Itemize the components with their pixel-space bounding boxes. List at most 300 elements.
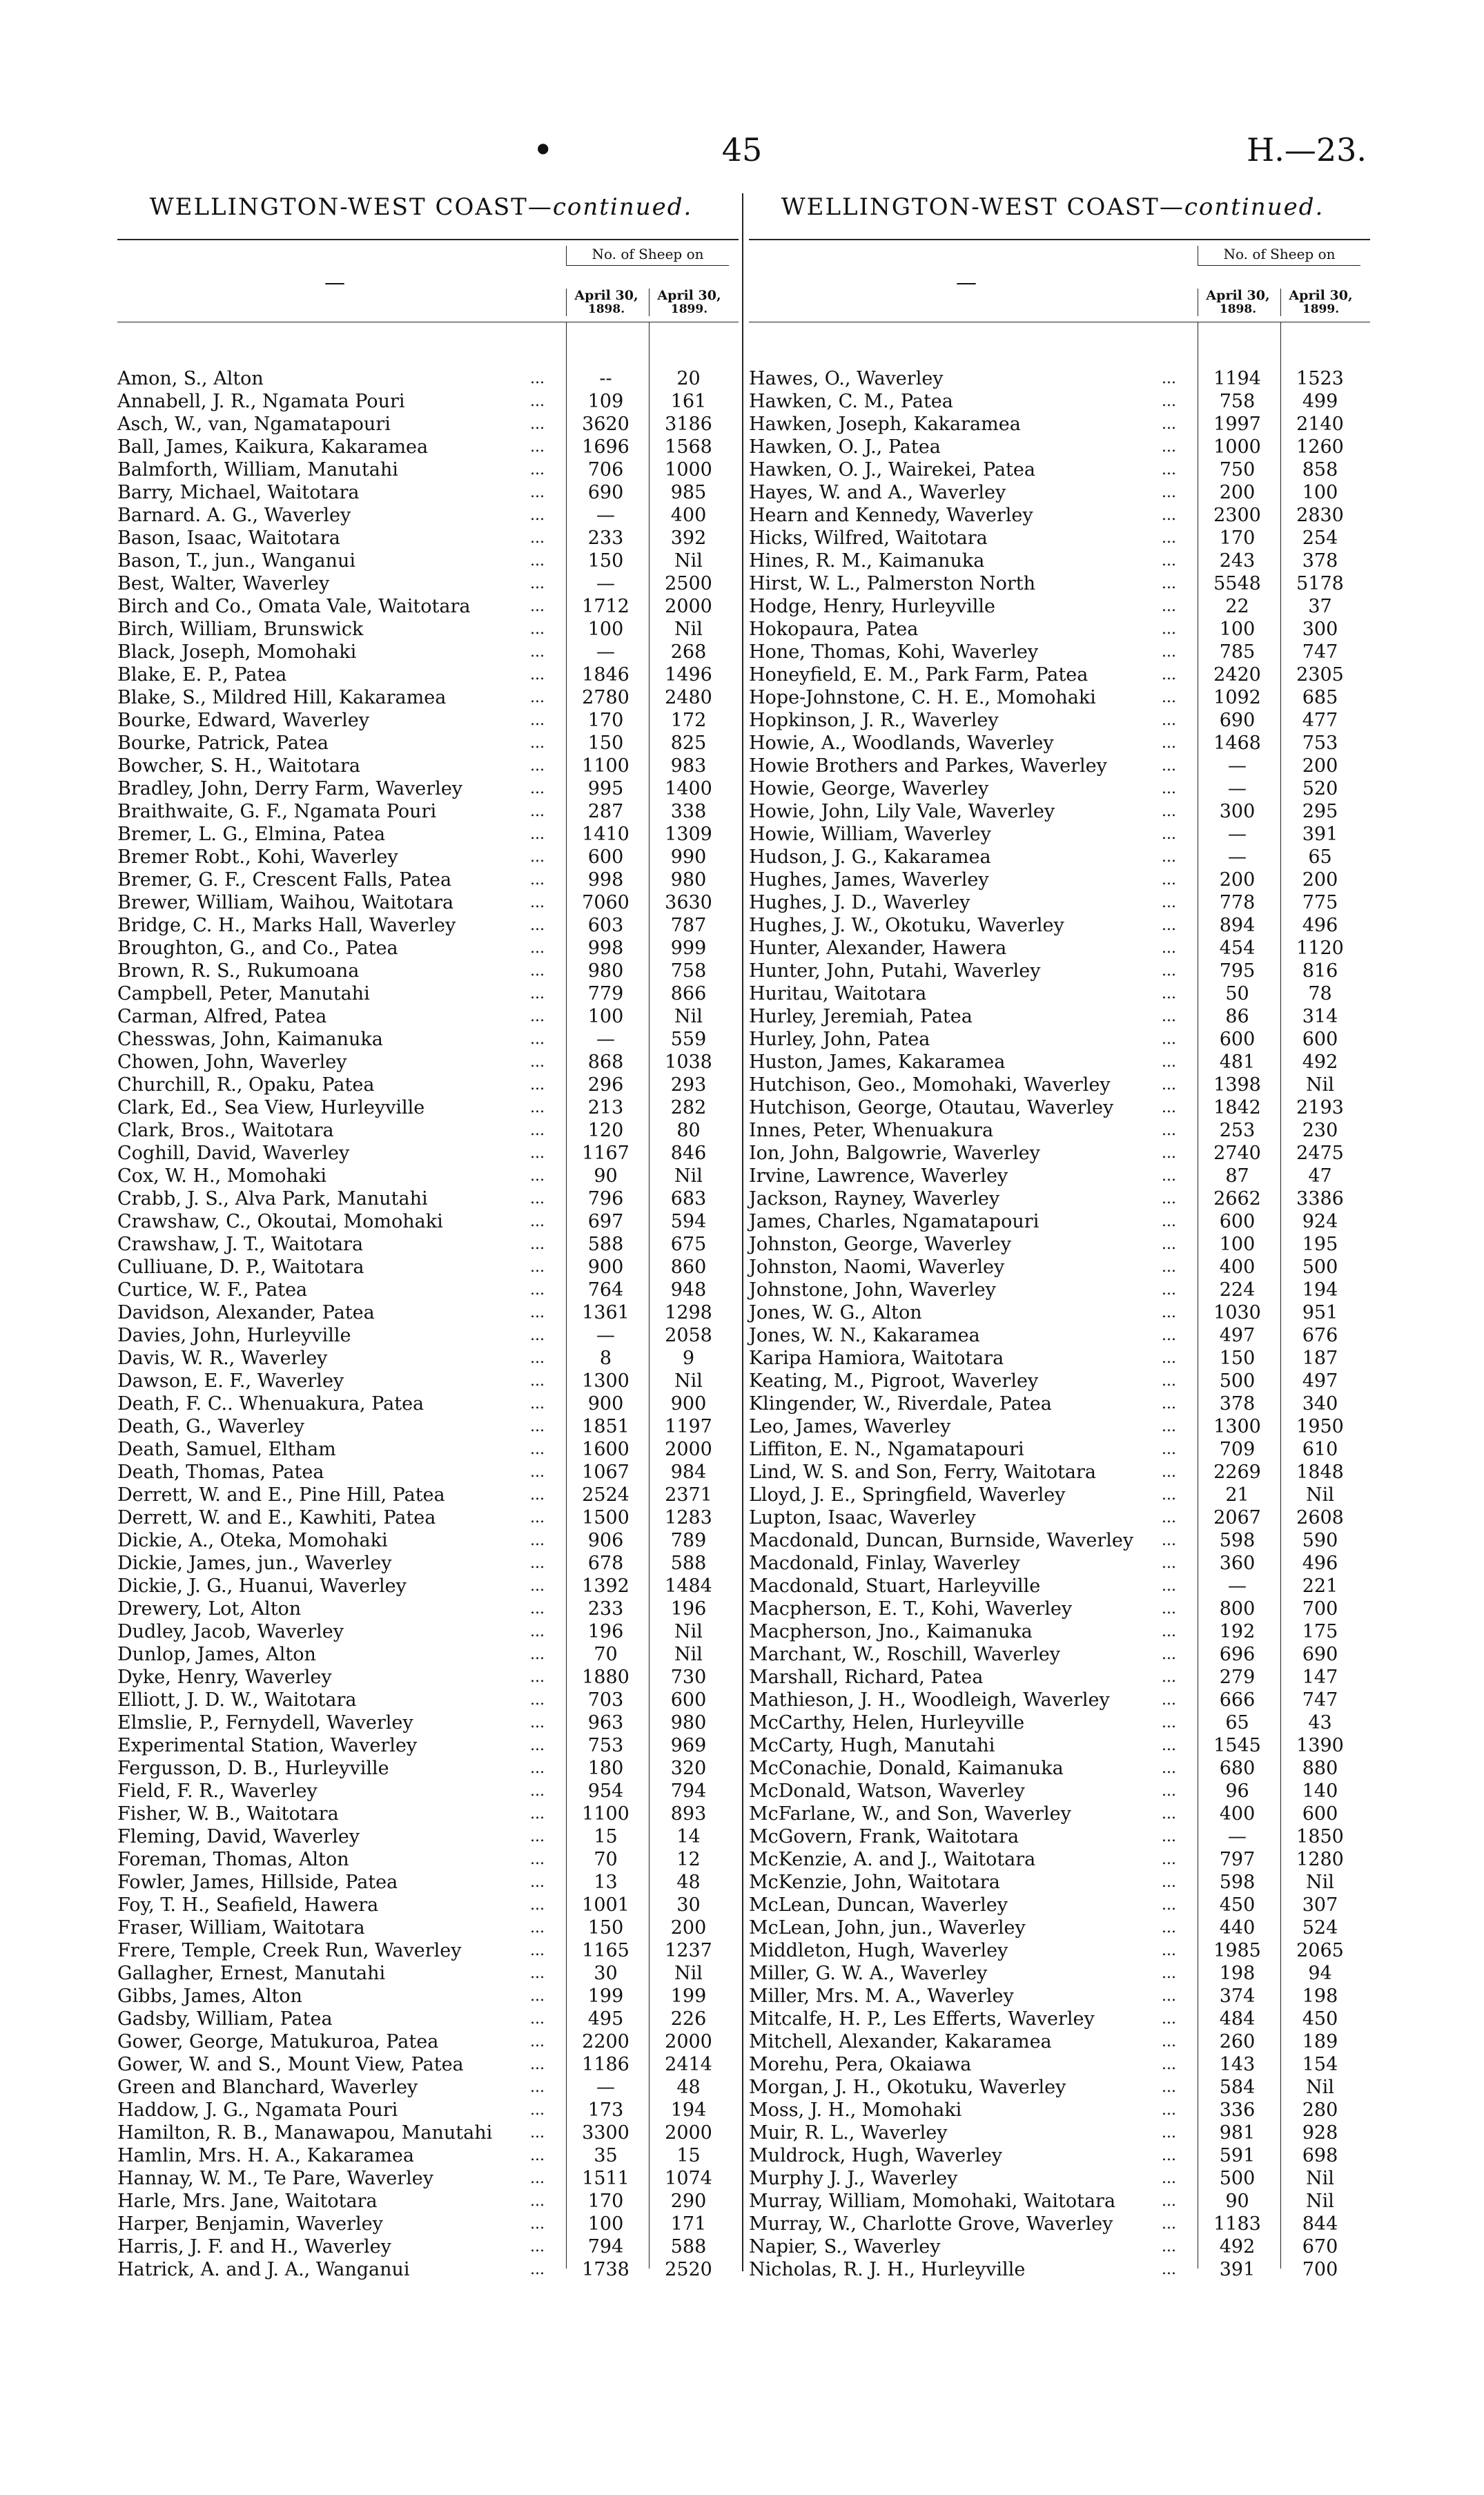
owner-name: Howie, George, Waverley — [749, 778, 989, 799]
sheep-1899: 2608 — [1296, 1507, 1344, 1528]
sheep-1899: 794 — [670, 1780, 707, 1802]
sheep-1899: 860 — [670, 1256, 707, 1278]
owner-name: Amon, S., Alton — [117, 368, 264, 389]
sheep-1898: 981 — [1219, 2122, 1256, 2144]
leader-dots: ... — [1162, 1259, 1176, 1276]
sheep-1899: 175 — [1302, 1621, 1338, 1642]
sheep-1899: 594 — [670, 1211, 707, 1232]
owner-name: Nicholas, R. J. H., Hurleyville — [749, 2259, 1026, 2280]
table-row — [117, 550, 739, 572]
sheep-1898: 1410 — [582, 824, 629, 845]
sheep-1898: 3620 — [582, 414, 629, 435]
table-row — [117, 960, 739, 982]
sheep-1898: 2300 — [1213, 505, 1261, 526]
left-sheep-header: No. of Sheep on — [566, 246, 729, 266]
table-row — [749, 1871, 1370, 1894]
leader-dots: ... — [530, 962, 545, 980]
leader-dots: ... — [1162, 598, 1176, 615]
owner-name: Dudley, Jacob, Waverley — [117, 1621, 344, 1642]
leader-dots: ... — [1162, 985, 1176, 1002]
table-row — [117, 1301, 739, 1324]
owner-name: Braithwaite, G. F., Ngamata Pouri — [117, 801, 437, 822]
table-row — [117, 1279, 739, 1301]
leader-dots: ... — [530, 1965, 545, 1982]
owner-name: Gadsby, William, Patea — [117, 2008, 333, 2030]
leader-dots: ... — [1162, 1145, 1176, 1162]
table-row — [749, 823, 1370, 846]
sheep-1899: 670 — [1302, 2236, 1338, 2258]
owner-name: Churchill, R., Opaku, Patea — [117, 1074, 375, 1096]
sheep-1899: 20 — [676, 368, 701, 389]
owner-name: Leo, James, Waverley — [749, 1416, 951, 1437]
owner-name: Experimental Station, Waverley — [117, 1735, 418, 1756]
owner-name: Chowen, John, Waverley — [117, 1051, 347, 1073]
owner-name: Fraser, William, Waitotara — [117, 1917, 365, 1939]
sheep-1898: 374 — [1219, 1986, 1256, 2007]
table-row — [117, 2258, 739, 2281]
table-row — [749, 1370, 1370, 1392]
table-row — [117, 2213, 739, 2235]
sheep-1899: Nil — [674, 1006, 703, 1027]
leader-dots: ... — [1162, 438, 1176, 456]
table-row — [749, 937, 1370, 960]
table-row — [749, 2076, 1370, 2099]
owner-name: Hearn and Kennedy, Waverley — [749, 505, 1033, 526]
sheep-1899: 2305 — [1296, 664, 1344, 686]
table-row — [117, 1666, 739, 1689]
sheep-1899: 78 — [1308, 983, 1332, 1004]
leader-dots: ... — [530, 1213, 545, 1230]
owner-name: Dawson, E. F., Waverley — [117, 1370, 344, 1392]
table-row — [117, 413, 739, 436]
table-row — [749, 2053, 1370, 2076]
owner-name: Crawshaw, C., Okoutai, Momohaki — [117, 1211, 443, 1232]
sheep-1898: 253 — [1219, 1120, 1256, 1141]
sheep-1898: 87 — [1225, 1165, 1249, 1187]
table-row — [117, 1529, 739, 1552]
sheep-1898: 8 — [599, 1348, 612, 1369]
owner-name: Honeyfield, E. M., Park Farm, Patea — [749, 664, 1088, 686]
sheep-1898: 120 — [587, 1120, 624, 1141]
left-table-body — [117, 367, 739, 2281]
sheep-1899: 100 — [1302, 482, 1338, 503]
owner-name: Howie, John, Lily Vale, Waverley — [749, 801, 1055, 822]
table-row — [749, 2008, 1370, 2030]
sheep-1899: 9 — [682, 1348, 695, 1369]
sheep-1899: 338 — [670, 801, 707, 822]
table-row — [749, 914, 1370, 937]
sheep-1898: 300 — [1219, 801, 1256, 822]
sheep-1898: 1194 — [1213, 368, 1261, 389]
sheep-1898: 753 — [587, 1735, 624, 1756]
table-row — [749, 1666, 1370, 1689]
sheep-1898: 600 — [587, 846, 624, 868]
sheep-1898: 2067 — [1213, 1507, 1261, 1528]
table-row — [749, 1074, 1370, 1096]
table-row — [117, 1825, 739, 1848]
owner-name: Lloyd, J. E., Springfield, Waverley — [749, 1484, 1066, 1506]
owner-name: Macdonald, Duncan, Burnside, Waverley — [749, 1530, 1134, 1551]
sheep-1898: — — [1228, 778, 1247, 799]
leader-dots: ... — [530, 1167, 545, 1185]
leader-dots: ... — [530, 621, 545, 638]
sheep-1898: 1092 — [1213, 687, 1261, 708]
sheep-1898: — — [1228, 755, 1247, 777]
table-row — [749, 1529, 1370, 1552]
table-row — [117, 1848, 739, 1871]
table-row — [117, 1734, 739, 1757]
sheep-1898: 495 — [587, 2008, 624, 2030]
table-row — [117, 1233, 739, 1256]
sheep-1898: — — [596, 505, 615, 526]
leader-dots: ... — [1162, 1350, 1176, 1367]
sheep-1899: 600 — [1302, 1029, 1338, 1050]
sheep-1899: Nil — [1306, 2168, 1334, 2189]
sheep-1899: 268 — [670, 641, 707, 663]
owner-name: Bradley, John, Derry Farm, Waverley — [117, 778, 463, 799]
table-row — [749, 1324, 1370, 1347]
table-row — [117, 982, 739, 1005]
owner-name: Hunter, Alexander, Hawera — [749, 938, 1007, 959]
table-row — [749, 527, 1370, 550]
sheep-1898: 998 — [587, 938, 624, 959]
sheep-1899: 753 — [1302, 732, 1338, 754]
sheep-1899: 747 — [1302, 641, 1338, 663]
sheep-1899: 1120 — [1296, 938, 1344, 959]
owner-name: Harper, Benjamin, Waverley — [117, 2213, 383, 2235]
leader-dots: ... — [1162, 1054, 1176, 1071]
sheep-1898: 2420 — [1213, 664, 1261, 686]
sheep-1898: 378 — [1219, 1393, 1256, 1415]
sheep-1898: 758 — [1219, 391, 1256, 412]
leader-dots: ... — [530, 575, 545, 592]
table-row — [117, 1552, 739, 1575]
sheep-1899: 610 — [1302, 1439, 1338, 1460]
leader-dots: ... — [530, 530, 545, 547]
leader-dots: ... — [1162, 2033, 1176, 2050]
sheep-1898: 900 — [587, 1393, 624, 1415]
table-row — [749, 2213, 1370, 2235]
right-year1-header: April 30, 1898. — [1198, 289, 1278, 316]
table-row — [117, 1711, 739, 1734]
sheep-1898: 603 — [587, 915, 624, 936]
leader-dots: ... — [1162, 507, 1176, 524]
owner-name: Miller, G. W. A., Waverley — [749, 1963, 988, 1984]
table-row — [749, 1780, 1370, 1803]
leader-dots: ... — [530, 689, 545, 706]
sheep-1898: 706 — [587, 459, 624, 480]
owner-name: Davidson, Alexander, Patea — [117, 1302, 375, 1323]
sheep-1899: 499 — [1302, 391, 1338, 412]
table-row — [117, 1256, 739, 1279]
table-row — [749, 641, 1370, 663]
sheep-1898: 785 — [1219, 641, 1256, 663]
owner-name: McFarlane, W., and Son, Waverley — [749, 1803, 1071, 1825]
leader-dots: ... — [1162, 1646, 1176, 1663]
owner-name: Hughes, James, Waverley — [749, 869, 989, 891]
table-row — [117, 1689, 739, 1711]
leader-dots: ... — [1162, 530, 1176, 547]
sheep-1898: 150 — [1219, 1348, 1256, 1369]
sheep-1899: 2371 — [665, 1484, 712, 1506]
document-reference: H.—23. — [1247, 131, 1367, 168]
table-row — [749, 1301, 1370, 1324]
leader-dots: ... — [1162, 1714, 1176, 1731]
sheep-1898: 454 — [1219, 938, 1256, 959]
sheep-1899: 2140 — [1296, 414, 1344, 435]
left-year2-header: April 30, 1899. — [649, 289, 729, 316]
owner-name: Blake, S., Mildred Hill, Kakaramea — [117, 687, 447, 708]
sheep-1899: 3630 — [665, 892, 712, 913]
sheep-1898: 233 — [587, 1598, 624, 1620]
leader-dots: ... — [1162, 917, 1176, 934]
table-row — [117, 1347, 739, 1370]
table-row — [117, 1985, 739, 2008]
leader-dots: ... — [530, 1122, 545, 1139]
leader-dots: ... — [1162, 643, 1176, 661]
owner-name: Fowler, James, Hillside, Patea — [117, 1872, 398, 1893]
owner-name: Murray, William, Momohaki, Waitotara — [749, 2191, 1116, 2212]
owner-name: Hawes, O., Waverley — [749, 368, 944, 389]
table-row — [117, 504, 739, 527]
sheep-1898: 50 — [1225, 983, 1249, 1004]
sheep-1899: 314 — [1302, 1006, 1338, 1027]
sheep-1898: 70 — [594, 1849, 618, 1870]
sheep-1899: 30 — [676, 1894, 701, 1916]
sheep-1898: 584 — [1219, 2077, 1256, 2098]
sheep-1898: 1100 — [582, 1803, 629, 1825]
sheep-1899: 520 — [1302, 778, 1338, 799]
owner-name: Davis, W. R., Waverley — [117, 1348, 328, 1369]
table-row — [749, 1210, 1370, 1233]
sheep-1898: 690 — [587, 482, 624, 503]
owner-name: Hamlin, Mrs. H. A., Kakaramea — [117, 2145, 415, 2166]
leader-dots: ... — [1162, 848, 1176, 866]
sheep-1899: 590 — [1302, 1530, 1338, 1551]
sheep-1899: 1038 — [665, 1051, 712, 1073]
leader-dots: ... — [530, 370, 545, 387]
sheep-1898: 690 — [1219, 710, 1256, 731]
owner-name: Cox, W. H., Momohaki — [117, 1165, 327, 1187]
sheep-1899: 758 — [670, 960, 707, 982]
owner-name: Marchant, W., Roschill, Waverley — [749, 1644, 1060, 1665]
owner-name: Harle, Mrs. Jane, Waitotara — [117, 2191, 378, 2212]
bullet-mark: ● — [537, 139, 549, 156]
owner-name: Dunlop, James, Alton — [117, 1644, 316, 1665]
owner-name: Hone, Thomas, Kohi, Waverley — [749, 641, 1039, 663]
sheep-1899: 1197 — [665, 1416, 712, 1437]
leader-dots: ... — [530, 2010, 545, 2028]
leader-dots: ... — [530, 1851, 545, 1868]
sheep-1899: Nil — [1306, 1484, 1334, 1506]
sheep-1898: 963 — [587, 1712, 624, 1734]
table-row — [749, 1096, 1370, 1119]
owner-name: Hines, R. M., Kaimanuka — [749, 550, 985, 572]
owner-name: Bourke, Patrick, Patea — [117, 732, 329, 754]
sheep-1898: 1851 — [582, 1416, 629, 1437]
table-row — [117, 1165, 739, 1187]
sheep-1899: 391 — [1302, 824, 1338, 845]
sheep-1899: 787 — [670, 915, 707, 936]
owner-name: Middleton, Hugh, Waverley — [749, 1940, 1008, 1961]
leader-dots: ... — [530, 735, 545, 752]
sheep-1899: 477 — [1302, 710, 1338, 731]
owner-name: Hamilton, R. B., Manawapou, Manutahi — [117, 2122, 493, 2144]
sheep-1899: 14 — [676, 1826, 701, 1847]
sheep-1898: 15 — [594, 1826, 618, 1847]
leader-dots: ... — [1162, 1441, 1176, 1458]
owner-name: Bourke, Edward, Waverley — [117, 710, 369, 731]
table-row — [117, 1096, 739, 1119]
sheep-1899: Nil — [1306, 1074, 1334, 1096]
sheep-1898: 1398 — [1213, 1074, 1261, 1096]
table-row — [749, 1392, 1370, 1415]
sheep-1899: 825 — [670, 732, 707, 754]
table-row — [749, 663, 1370, 686]
sheep-1898: 279 — [1219, 1667, 1256, 1688]
sheep-1899: 282 — [670, 1097, 707, 1118]
owner-name: Miller, Mrs. M. A., Waverley — [749, 1986, 1014, 2007]
leader-dots: ... — [530, 1418, 545, 1435]
sheep-1899: Nil — [1306, 1872, 1334, 1893]
table-row — [117, 1142, 739, 1165]
sheep-1898: 588 — [587, 1234, 624, 1255]
table-row — [749, 1028, 1370, 1051]
owner-name: Bremer, G. F., Crescent Falls, Patea — [117, 869, 452, 891]
sheep-1899: 893 — [670, 1803, 707, 1825]
sheep-1898: — — [596, 1029, 615, 1050]
right-sheep-header: No. of Sheep on — [1198, 246, 1360, 266]
owner-name: Death, F. C.. Whenuakura, Patea — [117, 1393, 424, 1415]
sheep-1898: -- — [599, 368, 612, 389]
table-row — [117, 436, 739, 458]
sheep-1898: 150 — [587, 1917, 624, 1939]
sheep-1899: 293 — [670, 1074, 707, 1096]
sheep-1899: 2058 — [665, 1325, 712, 1346]
sheep-1898: 296 — [587, 1074, 624, 1096]
table-row — [117, 1803, 739, 1825]
owner-name: McGovern, Frank, Waitotara — [749, 1826, 1019, 1847]
sheep-1898: 170 — [1219, 527, 1256, 549]
sheep-1898: — — [596, 641, 615, 663]
sheep-1899: 2520 — [665, 2259, 712, 2280]
owner-name: Lupton, Isaac, Waverley — [749, 1507, 976, 1528]
sheep-1899: 846 — [670, 1143, 707, 1164]
sheep-1899: 226 — [670, 2008, 707, 2030]
table-row — [117, 1119, 739, 1142]
right-name-column-header: — — [956, 271, 977, 295]
table-row — [117, 1074, 739, 1096]
sheep-1899: 2480 — [665, 687, 712, 708]
owner-name: Field, F. R., Waverley — [117, 1780, 318, 1802]
leader-dots: ... — [1162, 1600, 1176, 1618]
leader-dots: ... — [1162, 1122, 1176, 1139]
table-row — [749, 732, 1370, 755]
table-row — [117, 2008, 739, 2030]
sheep-1898: 2662 — [1213, 1188, 1261, 1210]
owner-name: Gibbs, James, Alton — [117, 1986, 302, 2007]
owner-name: Mitcalfe, H. P., Les Efferts, Waverley — [749, 2008, 1095, 2030]
sheep-1898: 200 — [1219, 869, 1256, 891]
leader-dots: ... — [1162, 370, 1176, 387]
leader-dots: ... — [1162, 393, 1176, 410]
leader-dots: ... — [530, 1623, 545, 1640]
sheep-1899: 2500 — [665, 573, 712, 594]
leader-dots: ... — [1162, 1988, 1176, 2005]
owner-name: Morgan, J. H., Okotuku, Waverley — [749, 2077, 1066, 2098]
sheep-1899: 700 — [1302, 1598, 1338, 1620]
sheep-1898: 1000 — [1213, 436, 1261, 458]
table-row — [749, 1916, 1370, 1939]
leader-dots: ... — [1162, 1896, 1176, 1914]
leader-dots: ... — [1162, 1486, 1176, 1504]
sheep-1898: 1842 — [1213, 1097, 1261, 1118]
left-top-rule — [117, 239, 739, 240]
leader-dots: ... — [530, 438, 545, 456]
sheep-1898: 1545 — [1213, 1735, 1261, 1756]
owner-name: Howie, William, Waverley — [749, 824, 991, 845]
leader-dots: ... — [1162, 689, 1176, 706]
leader-dots: ... — [1162, 666, 1176, 683]
sheep-1899: 2000 — [665, 2031, 712, 2052]
leader-dots: ... — [1162, 575, 1176, 592]
leader-dots: ... — [1162, 1213, 1176, 1230]
table-row — [749, 550, 1370, 572]
leader-dots: ... — [530, 1577, 545, 1595]
owner-name: McKenzie, John, Waitotara — [749, 1872, 1000, 1893]
sheep-1899: 980 — [670, 1712, 707, 1734]
sheep-1898: 868 — [587, 1051, 624, 1073]
table-row — [117, 1575, 739, 1598]
owner-name: Hutchison, George, Otautau, Waverley — [749, 1097, 1114, 1118]
table-row — [749, 960, 1370, 982]
sheep-1899: 1523 — [1296, 368, 1344, 389]
table-row — [749, 572, 1370, 595]
sheep-1899: 951 — [1302, 1302, 1338, 1323]
sheep-1898: 1392 — [582, 1575, 629, 1597]
table-row — [117, 1894, 739, 1916]
owner-name: Fleming, David, Waverley — [117, 1826, 360, 1847]
sheep-1898: 779 — [587, 983, 624, 1004]
owner-name: James, Charles, Ngamatapouri — [749, 1211, 1039, 1232]
sheep-1899: 221 — [1302, 1575, 1338, 1597]
sheep-1899: 2000 — [665, 1439, 712, 1460]
table-row — [117, 1210, 739, 1233]
owner-name: McConachie, Donald, Kaimanuka — [749, 1758, 1064, 1779]
sheep-1898: 287 — [587, 801, 624, 822]
sheep-1899: Nil — [1306, 2077, 1334, 2098]
table-row — [749, 1620, 1370, 1643]
table-row — [749, 618, 1370, 641]
leader-dots: ... — [1162, 2101, 1176, 2119]
leader-dots: ... — [530, 1145, 545, 1162]
sheep-1898: 192 — [1219, 1621, 1256, 1642]
sheep-1899: 300 — [1302, 619, 1338, 640]
sheep-1898: 440 — [1219, 1917, 1256, 1939]
leader-dots: ... — [530, 461, 545, 478]
leader-dots: ... — [1162, 1874, 1176, 1891]
sheep-1899: 196 — [670, 1598, 707, 1620]
leader-dots: ... — [530, 2193, 545, 2210]
sheep-1898: 100 — [1219, 1234, 1256, 1255]
leader-dots: ... — [1162, 1031, 1176, 1048]
table-row — [749, 1142, 1370, 1165]
leader-dots: ... — [530, 1737, 545, 1754]
sheep-1898: 450 — [1219, 1894, 1256, 1916]
owner-name: Hayes, W. and A., Waverley — [749, 482, 1006, 503]
table-row — [117, 1438, 739, 1461]
leader-dots: ... — [1162, 1236, 1176, 1253]
